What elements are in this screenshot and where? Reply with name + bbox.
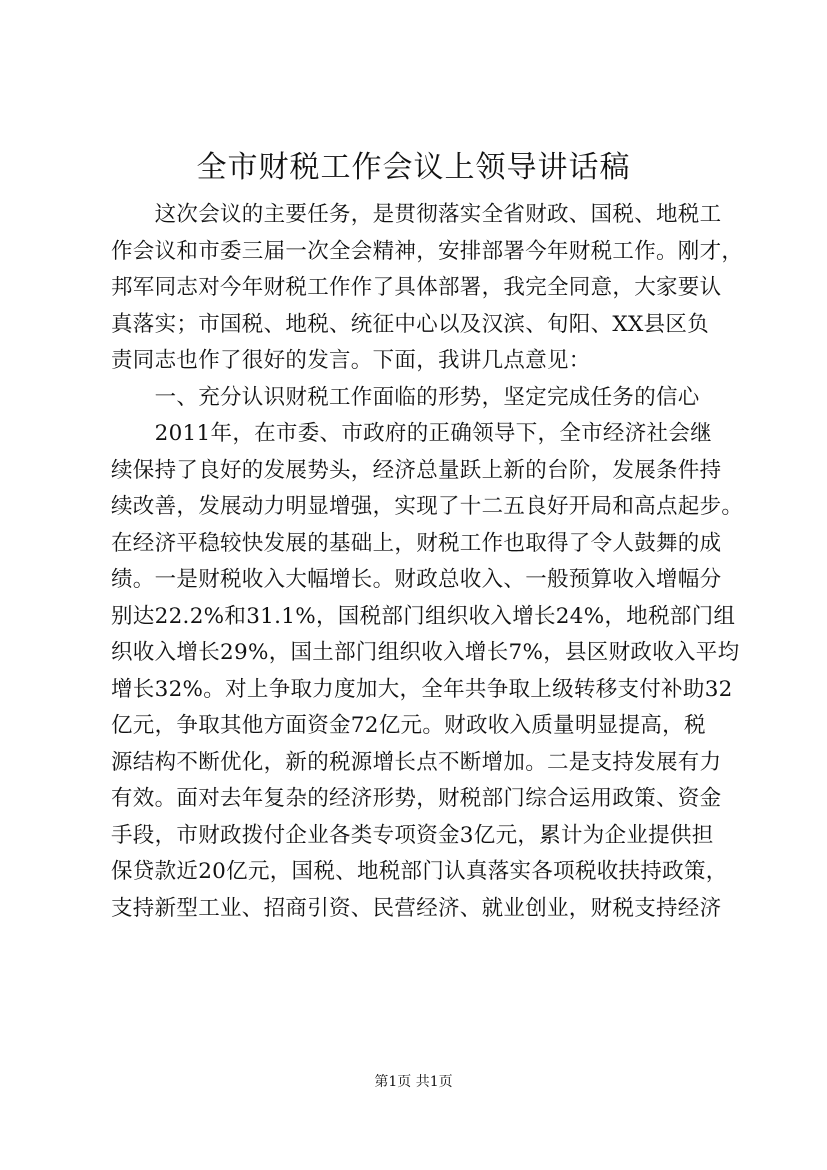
body-line: 这次会议的主要任务，是贯彻落实全省财政、国税、地税工 xyxy=(111,202,722,227)
body-line: 源结构不断优化，新的税源增长点不断增加。二是支持发展有力 xyxy=(111,749,722,775)
body-line: 2011年，在市委、市政府的正确领导下，全市经济社会继 xyxy=(111,421,712,446)
body-line: 亿元，争取其他方面资金72亿元。财政收入质量明显提高，税 xyxy=(111,713,706,738)
document-title: 全市财税工作会议上领导讲话稿 xyxy=(196,150,631,185)
body-line: 手段，市财政拨付企业各类专项资金3亿元，累计为企业提供担 xyxy=(111,822,714,848)
body-line: 保贷款近20亿元，国税、地税部门认真落实各项税收扶持政策， xyxy=(111,859,728,884)
body-line: 续改善，发展动力明显增强，实现了十二五良好开局和高点起步。 xyxy=(111,494,744,519)
body-line: 增长32%。对上争取力度加大，全年共争取上级转移支付补助32 xyxy=(111,676,733,702)
body-line: 责同志也作了很好的发言。下面，我讲几点意见： xyxy=(111,348,591,373)
body-line: 有效。面对去年复杂的经济形势，财税部门综合运用政策、资金 xyxy=(111,786,722,811)
body-line: 真落实；市国税、地税、统征中心以及汉滨、旬阳、XX县区负 xyxy=(111,311,710,337)
body-line: 续保持了良好的发展势头，经济总量跃上新的台阶，发展条件持 xyxy=(111,457,722,483)
body-line: 织收入增长29%，国土部门组织收入增长7%，县区财政收入平均 xyxy=(111,640,740,665)
body-line: 邦军同志对今年财税工作作了具体部署，我完全同意，大家要认 xyxy=(111,275,722,300)
body-line: 作会议和市委三届一次全会精神，安排部署今年财税工作。刚才， xyxy=(111,238,744,264)
document-body xyxy=(111,197,744,927)
section-heading-line: 一、充分认识财税工作面临的形势，坚定完成任务的信心 xyxy=(111,384,700,410)
body-line: 在经济平稳较快发展的基础上，财税工作也取得了令人鼓舞的成 xyxy=(111,530,722,556)
body-line: 别达22.2%和31.1%，国税部门组织收入增长24%，地税部门组 xyxy=(111,603,736,629)
body-line: 绩。一是财税收入大幅增长。财政总收入、一般预算收入增幅分 xyxy=(111,567,722,592)
body-line: 支持新型工业、招商引资、民营经济、就业创业，财税支持经济 xyxy=(111,895,722,921)
page-number-footer: 第1页 共1页 xyxy=(374,1074,453,1090)
